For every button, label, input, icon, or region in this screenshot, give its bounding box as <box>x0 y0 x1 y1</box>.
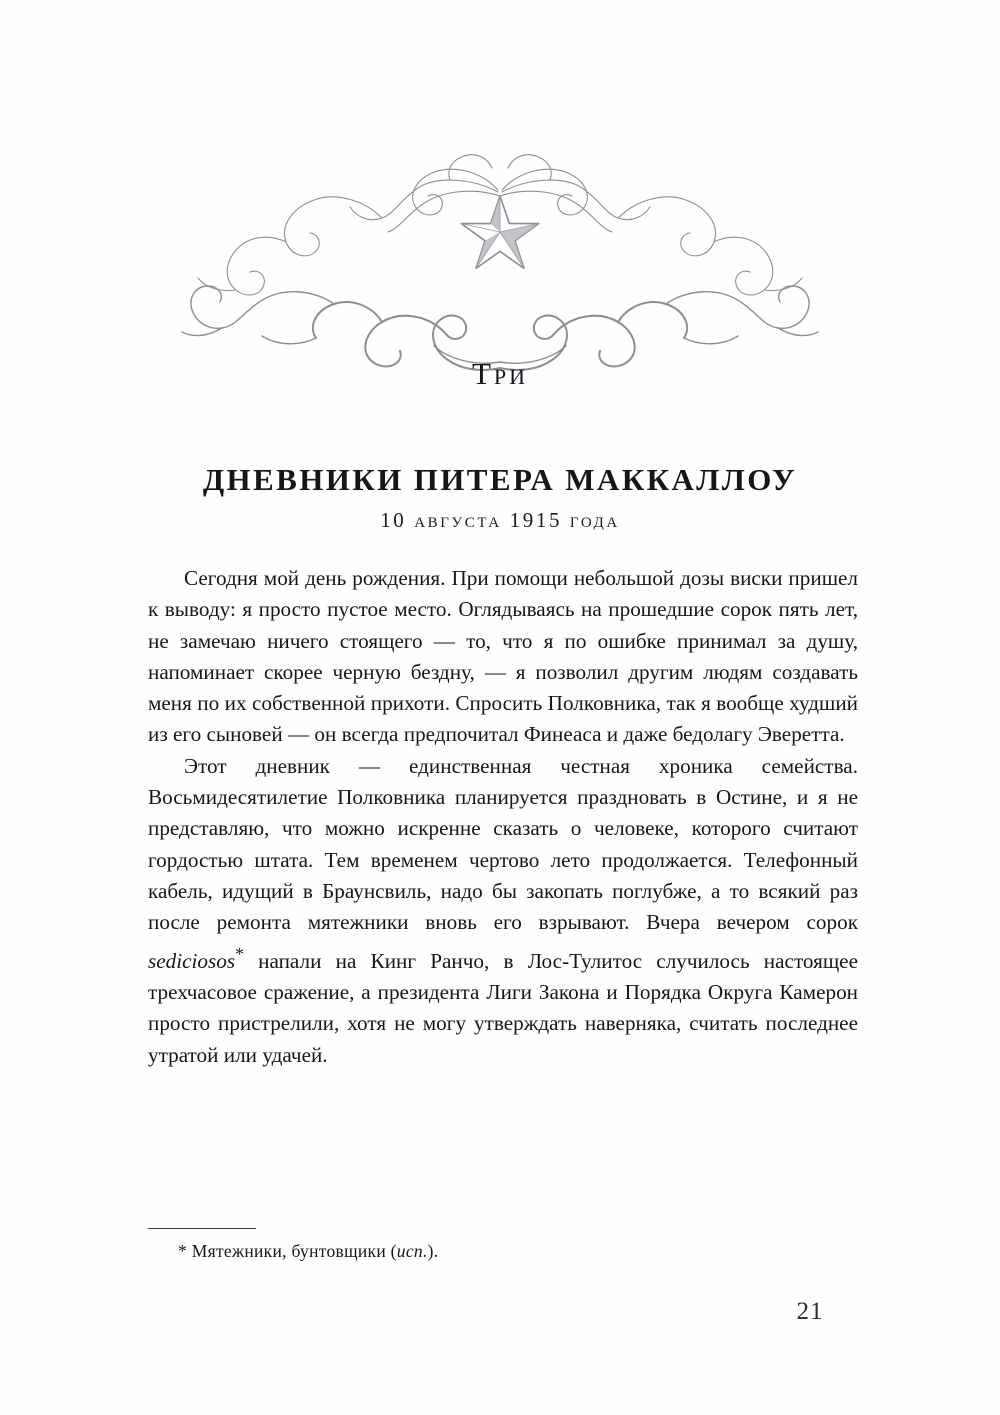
chapter-label: Три <box>471 356 529 391</box>
diary-date-heading: 10 августа 1915 года <box>380 508 620 532</box>
footnote-text-after: ). <box>427 1241 439 1261</box>
paragraph-2-part-1: Этот дневник — единственная честная хроника семейства. Восьмидесятилетие Полковника планируется праздновать в Остине, и я не представляю, что можно искренне сказать о человеке, которого считают гордостью штата. Тем временем чертово лето продолжается. Телефонный кабель, идущий в Браунсвиль, надо бы закопать поглубже, а то всякий раз после ремонта мятежники вновь его взрывают. Вчера вечером сорок <box>148 753 858 935</box>
flourish-ornament-icon <box>150 130 850 380</box>
body-text <box>148 563 858 1071</box>
paragraph-2 <box>148 751 858 1071</box>
star-icon <box>461 196 538 268</box>
footnote-language-abbr: исп. <box>396 1241 428 1261</box>
foreign-term-sediciosos: sediciosos <box>148 948 236 973</box>
page-title: ДНЕВНИКИ ПИТЕРА МАККАЛЛОУ <box>202 461 798 497</box>
footnote-text-before: Мятежники, бунтовщики ( <box>187 1241 397 1261</box>
footnote <box>148 1228 858 1263</box>
footnote-marker-inline: * <box>235 943 244 964</box>
chapter-ornament <box>0 130 1000 391</box>
paragraph-2-part-2: напали на Кинг Ранчо, в Лос-Тулитос случилось настоящее трехчасовое сражение, а президента Лиги Закона и Порядка Округа Камерон просто пристрелили, хотя не могу утверждать наверняка, считать последнее утратой или удачей. <box>148 948 858 1067</box>
footnote-text <box>148 1239 858 1263</box>
paragraph-1: Сегодня мой день рождения. При помощи небольшой дозы виски пришел к выводу: я просто пустое место. Оглядываясь на прошедшие сорок пять лет, не замечаю ничего стоящего — то, что я по ошибке принимал за душу, напоминает скорее черную бездну, — я позволил другим людям создавать меня по их собственной прихоти. Спросить Полковника, так я вообще худший из его сыновей — он всегда предпочитал Финеаса и даже бедолагу Эверетта. <box>148 566 858 747</box>
footnote-marker: * <box>178 1241 188 1261</box>
page-number: 21 <box>796 1298 824 1325</box>
footnote-separator-rule <box>148 1228 256 1229</box>
